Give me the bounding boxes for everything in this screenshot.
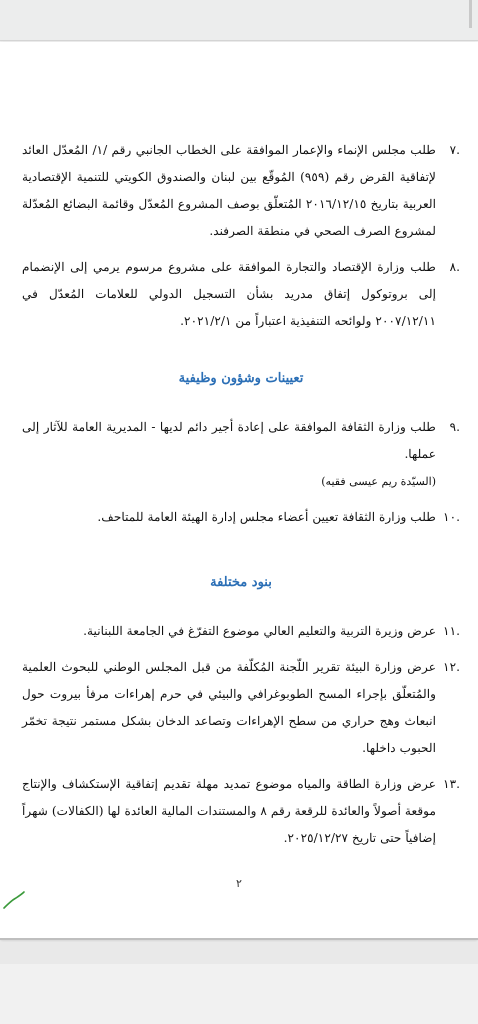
item-text: طلب وزارة الثقافة الموافقة على إعادة أجير دائم لديها - المديرية العامة للآثار إلى عملها. [22,420,436,461]
item-text: طلب مجلس الإنماء والإعمار الموافقة على الخطاب الجانبي رقم /١/ المُعدّل العائد لإتفاقية القرض رقم (٩٥٩) المُوقّع بين لبنان والصندوق الكويتي للتنمية الإقتصادية العربية بتاريخ ٢٠١٦/١٢/١٥ المُتعلّق بوصف المشروع المُعدّل وقائمة البضائع المُعدّلة لمشروع الصرف الصحي في منطقة الصرفند. [22,143,437,238]
viewer-top-bar [0,0,478,41]
agenda-item-13 [22,771,460,852]
item-number: .٩ [449,420,460,434]
item-text: عرض وزيرة التربية والتعليم العالي موضوع التفرّغ في الجامعة اللبنانية. [83,624,436,638]
item-text: طلب وزارة الثقافة تعيين أعضاء مجلس إدارة الهيئة العامة للمتاحف. [97,510,436,524]
item-number: .١٣ [443,777,460,791]
item-text: عرض وزارة الطاقة والمياه موضوع تمديد مهلة تقديم إتفاقية الإستكشاف والإنتاج موقعة أصولاً والعائدة للرقعة رقم ٨ والمستندات المالية العائدة لها (الكفالات) شهراً إضافياً حتى تاريخ ٢٠٢٥/١٢/٢٧. [22,777,436,845]
item-number: .١٢ [443,660,460,674]
item-number: .١٠ [443,510,460,524]
item-number: .١١ [443,624,460,638]
item-number: .٨ [449,260,460,274]
item-number: .٧ [449,143,460,157]
item-text: طلب وزارة الإقتصاد والتجارة الموافقة على مشروع مرسوم يرمي إلى الإنضمام إلى بروتوكول إتفاق مدريد بشأن التسجيل الدولي للعلامات المُعدّل في ٢٠٠٧/١٢/١١ ولوائحه التنفيذية اعتباراً من ٢٠٢١/٢/١. [22,260,436,328]
agenda-item-8 [22,254,460,335]
section-heading-appointments: تعيينات وشؤون وظيفية [178,371,304,386]
agenda-item-10 [22,504,460,531]
viewer-bottom-strip [0,942,478,964]
item-subnote: (السيّدة ريم عيسى فقيه) [321,475,436,488]
document-page [0,42,478,940]
agenda-item-12 [22,654,460,762]
page-edge-marker [469,0,472,28]
agenda-item-7 [22,137,460,245]
section-heading-misc: بنود مختلفة [210,575,272,590]
agenda-item-9 [22,414,460,495]
agenda-item-11 [22,618,460,645]
page-number: ٢ [236,877,242,890]
item-text-wrapper [22,414,436,495]
item-text: عرض وزارة البيئة تقرير اللّجنة المُكلّفة من قبل المجلس الوطني للبحوث العلمية والمُتعلّق بإجراء المسح الطوبوغرافي والبيئي في حرم إهراءات مرفأ بيروت حول انبعاث وهج حراري من سطح الإهراءات وتصاعد الدخان بشكل مستمر نتيجة تخمّر الحبوب داخلها. [22,660,436,755]
agenda-content [22,137,460,861]
